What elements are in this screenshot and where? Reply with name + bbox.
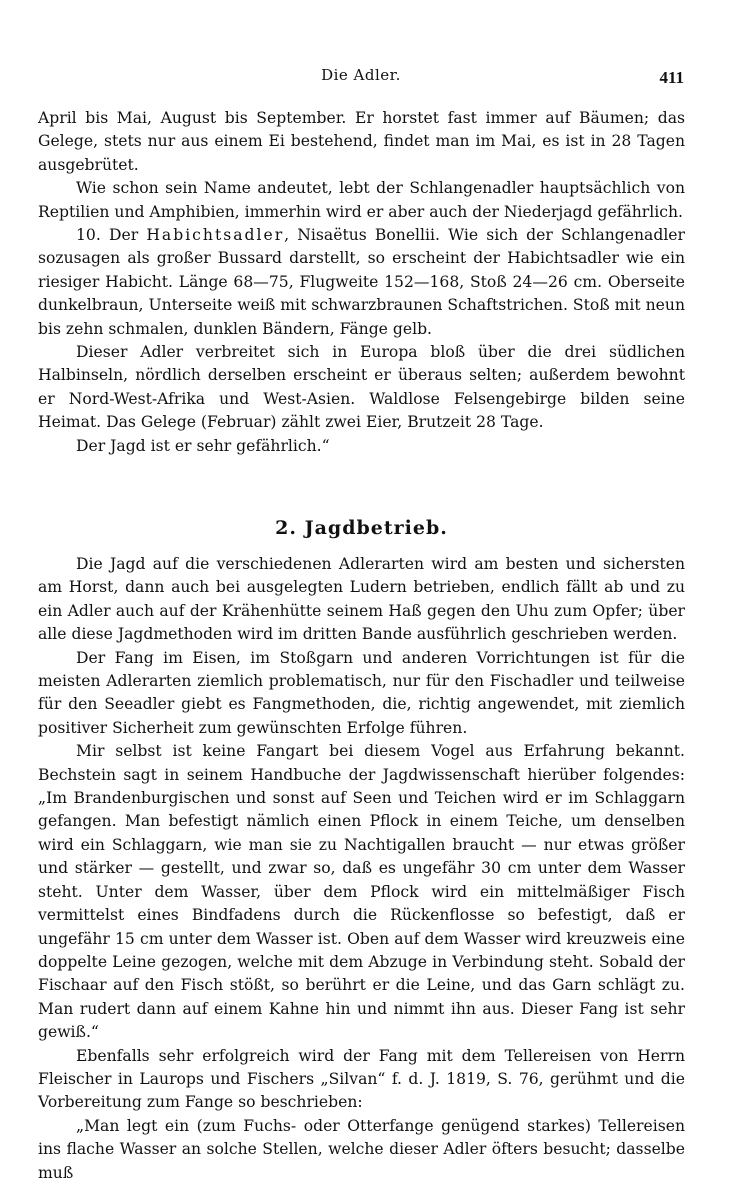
section-heading: 2. Jagdbetrieb. <box>275 517 448 539</box>
paragraph: „Man legt ein (zum Fuchs- oder Otterfange genügend starkes) Tellereisen ins flache Wasser an solche Stellen, welche dieser Adler öfters besucht; dasselbe muß <box>38 1116 685 1182</box>
paragraph-habichtsadler <box>38 224 685 341</box>
entry-number: 10. Der <box>76 226 147 245</box>
paragraph: Die Jagd auf die verschiedenen Adlerarten wird am besten und sichersten am Horst, dann auch bei ausgelegten Ludern betrieben, endlich fällt ab und zu ein Adler auch auf der Krähenhütte seinem Haß gegen den Uhu zum Opfer; über alle diese Jagdmethoden wird im dritten Bande ausführlich geschrieben werden. <box>38 555 685 644</box>
section-schlangenadler-text <box>38 107 685 458</box>
paragraph: Dieser Adler verbreitet sich in Europa bloß über die drei südlichen Halbinseln, nördlich derselben erscheint er überaus selten; außerdem bewohnt er Nord-West-Afrika und West-Asien. Waldlose Felsengebirge bilden seine Heimat. Das Gelege (Februar) zählt zwei Eier, Brutzeit 28 Tage. <box>38 343 685 432</box>
paragraph: April bis Mai, August bis September. Er horstet fast immer auf Bäumen; das Gelege, stets nur aus einem Ei bestehend, findet man im Mai, es ist in 28 Tagen ausgebrütet. <box>38 109 685 174</box>
page-header <box>38 62 684 90</box>
paragraph: Der Jagd ist er sehr gefährlich.“ <box>76 436 330 455</box>
species-name: Habichtsadler <box>146 226 285 245</box>
entry-text: , Nisaëtus Bonellii. Wie sich der Schlangenadler sozusagen als großer Bussard darstellt, so erscheint der Habichtsadler wie ein riesiger Habicht. Länge 68—75, Flugweite 152—168, Stoß 24—26 cm. Oberseite dunkelbraun, Unterseite weiß mit schwarzbraunen Schaftstrichen. Stoß mit neun bis zehn schmalen, dunklen Bändern, Fänge gelb. <box>38 226 685 338</box>
page-number: 411 <box>659 68 684 87</box>
paragraph: Wie schon sein Name andeutet, lebt der Schlangenadler hauptsächlich von Reptilien und Amphibien, immerhin wird er aber auch der Niederjagd gefährlich. <box>38 179 685 221</box>
paragraph: Mir selbst ist keine Fangart bei diesem Vogel aus Erfahrung bekannt. Bechstein sagt in seinem Handbuche der Jagdwissenschaft hierüber folgendes: „Im Brandenburgischen und sonst auf Seen und Teichen wird er im Schlaggarn gefangen. Man befestigt nämlich einen Pflock in einem Teiche, um denselben wird ein Schlaggarn, wie man sie zu Nachtigallen braucht — nur etwas größer und stärker — gestellt, und zwar so, daß es ungefähr 30 cm unter dem Wasser steht. Unter dem Wasser, über dem Pflock wird ein mittelmäßiger Fisch vermittelst eines Bindfadens durch die Rückenflosse so befestigt, daß er ungefähr 15 cm unter dem Wasser ist. Oben auf dem Wasser wird kreuzweis eine doppelte Leine gezogen, welche mit dem Abzuge in Verbindung steht. Sobald der Fischaar auf den Fisch stößt, so berührt er die Leine, und das Garn schlägt zu. Man rudert dann auf einem Kahne hin und nimmt ihn aus. Dieser Fang ist sehr gewiß.“ <box>38 742 685 1042</box>
section-jagdbetrieb-text <box>38 553 685 1185</box>
paragraph: Ebenfalls sehr erfolgreich wird der Fang mit dem Tellereisen von Herrn Fleischer in Laurops und Fischers „Silvan“ f. d. J. 1819, S. 76, gerühmt und die Vorbereitung zum Fange so beschrieben: <box>38 1046 685 1112</box>
paragraph: Der Fang im Eisen, im Stoßgarn und anderen Vorrichtungen ist für die meisten Adlerarten ziemlich problematisch, nur für den Fischadler und teilweise für den Seeadler giebt es Fangmethoden, die, richtig angewendet, mit ziemlich positiver Sicherheit zum gewünschten Erfolge führen. <box>38 648 685 737</box>
running-head: Die Adler. <box>321 66 401 84</box>
